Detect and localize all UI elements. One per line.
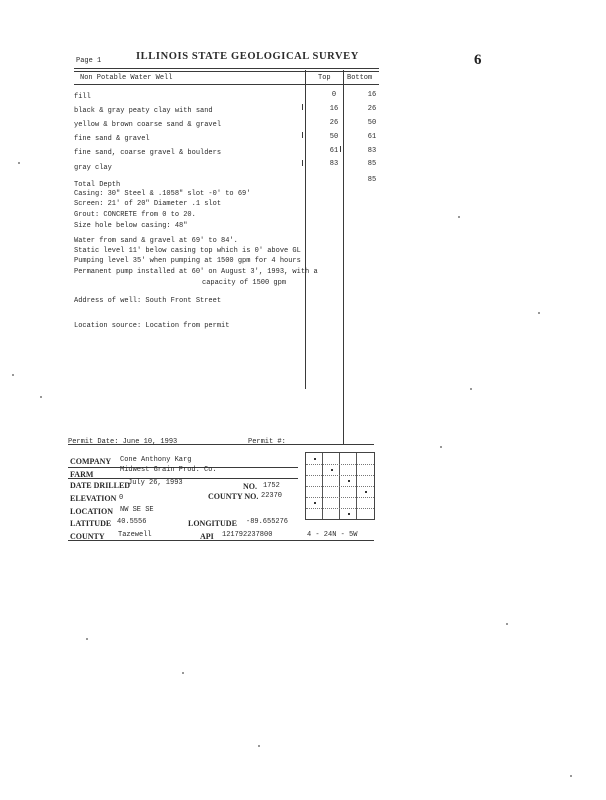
construction-grout: Grout: CONCRETE from 0 to 20. — [74, 211, 196, 219]
api-label: API — [200, 532, 214, 541]
scan-speck — [570, 775, 572, 777]
grid-dot — [314, 502, 316, 504]
grid-line — [306, 486, 374, 487]
farm-label: FARM — [70, 470, 94, 479]
strata-bottom: 61 — [367, 133, 377, 141]
water-note: Pumping level 35' when pumping at 1500 gpm for 4 hours — [74, 257, 301, 265]
total-depth-label: Total Depth — [74, 181, 121, 189]
row-tick — [302, 160, 303, 166]
strata-formation: black & gray peaty clay with sand — [74, 107, 213, 115]
grid-dot — [348, 480, 350, 482]
location-value: NW SE SE — [120, 506, 154, 514]
company-value: Cone Anthony Karg — [120, 456, 192, 464]
construction-casing: Casing: 30" Steel & .1058" slot -0' to 69' — [74, 190, 251, 198]
date-drilled-value: July 26, 1993 — [128, 479, 183, 487]
scan-speck — [86, 638, 88, 640]
water-note: Permanent pump installed at 60' on August 3', 1993, with a — [74, 268, 318, 276]
water-note: Static level 11' below casing top which is 0' above GL — [74, 247, 301, 255]
grid-line — [306, 475, 374, 476]
strata-formation: fine sand & gravel — [74, 135, 150, 143]
latitude-label: LATITUDE — [70, 519, 112, 528]
well-address: Address of well: South Front Street — [74, 297, 222, 305]
scan-speck — [538, 312, 540, 314]
strata-bottom: 50 — [367, 119, 377, 127]
header-rule-top — [74, 68, 379, 69]
scan-speck — [182, 672, 184, 674]
construction-screen: Screen: 21' of 20" Diameter .1 slot — [74, 200, 222, 208]
latitude-value: 40.5556 — [117, 518, 147, 526]
strata-formation: gray clay — [74, 164, 112, 172]
well-no-value: 1752 — [263, 482, 280, 490]
scan-speck — [470, 388, 472, 390]
location-source: Location source: Location from permit — [74, 322, 230, 330]
construction-hole-size: Size hole below casing: 48" — [74, 222, 188, 230]
column-formation-header: Non Potable Water Well — [80, 74, 173, 82]
date-drilled-label: DATE DRILLED — [70, 481, 131, 490]
row-tick — [302, 132, 303, 138]
column-bottom-header: Bottom — [347, 74, 373, 82]
scan-speck — [506, 623, 508, 625]
elevation-value: 0 — [119, 494, 124, 502]
page-label: Page 1 — [76, 57, 102, 65]
grid-dot — [331, 469, 333, 471]
grid-dot — [314, 458, 316, 460]
farm-value: Midwest Grain Prod. Co. — [120, 466, 217, 474]
scan-speck — [18, 162, 20, 164]
grid-line — [306, 464, 374, 465]
scan-speck — [440, 446, 442, 448]
strata-top: 83 — [329, 160, 339, 168]
strata-bottom: 16 — [367, 91, 377, 99]
grid-line — [306, 497, 374, 498]
scan-speck — [458, 216, 460, 218]
grid-line — [306, 508, 374, 509]
column-top-header: Top — [318, 74, 331, 82]
column-divider-header — [305, 70, 306, 84]
county-value: Tazewell — [118, 531, 152, 539]
strata-formation: fine sand, coarse gravel & boulders — [74, 149, 222, 157]
total-depth-value: 85 — [367, 176, 377, 184]
location-label: LOCATION — [70, 507, 113, 516]
farm-underline — [68, 478, 298, 479]
strata-top: 50 — [329, 133, 339, 141]
capacity-note: capacity of 1500 gpm — [202, 279, 287, 287]
county-no-label: COUNTY NO. — [208, 492, 259, 501]
page-number-mark: 6 — [474, 52, 482, 68]
grid-dot — [365, 491, 367, 493]
strata-top: 16 — [329, 105, 339, 113]
township-range: 4 - 24N - 5W — [307, 531, 358, 539]
strata-formation: yellow & brown coarse sand & gravel — [74, 121, 222, 129]
strata-top: 26 — [329, 119, 339, 127]
elevation-label: ELEVATION — [70, 494, 117, 503]
header-rule-top-2 — [74, 71, 379, 72]
survey-title: ILLINOIS STATE GEOLOGICAL SURVEY — [136, 51, 359, 62]
strata-bottom: 26 — [367, 105, 377, 113]
permit-number-label: Permit #: — [248, 438, 286, 446]
strata-top: 0 — [331, 91, 337, 99]
scan-speck — [40, 396, 42, 398]
column-divider-1 — [305, 84, 306, 389]
well-no-label: NO. — [243, 482, 257, 491]
water-note: Water from sand & gravel at 69' to 84'. — [74, 237, 238, 245]
strata-bottom: 83 — [367, 147, 377, 155]
section-location-grid — [305, 452, 375, 520]
scan-speck — [12, 374, 14, 376]
longitude-label: LONGITUDE — [188, 519, 237, 528]
strata-bottom: 85 — [367, 160, 377, 168]
api-value: 121792237800 — [222, 531, 273, 539]
footer-rule-bottom — [68, 540, 374, 541]
row-tick — [302, 104, 303, 110]
permit-date: Permit Date: June 10, 1993 — [68, 438, 178, 446]
strata-top: 61 — [329, 147, 339, 155]
grid-dot — [348, 513, 350, 515]
scan-speck — [258, 745, 260, 747]
county-no-value: 22370 — [261, 492, 283, 500]
header-rule-bottom — [74, 84, 379, 85]
company-label: COMPANY — [70, 457, 112, 466]
strata-formation: fill — [74, 93, 91, 101]
longitude-value: -89.655276 — [246, 518, 289, 526]
county-label: COUNTY — [70, 532, 105, 541]
row-tick — [340, 146, 341, 152]
